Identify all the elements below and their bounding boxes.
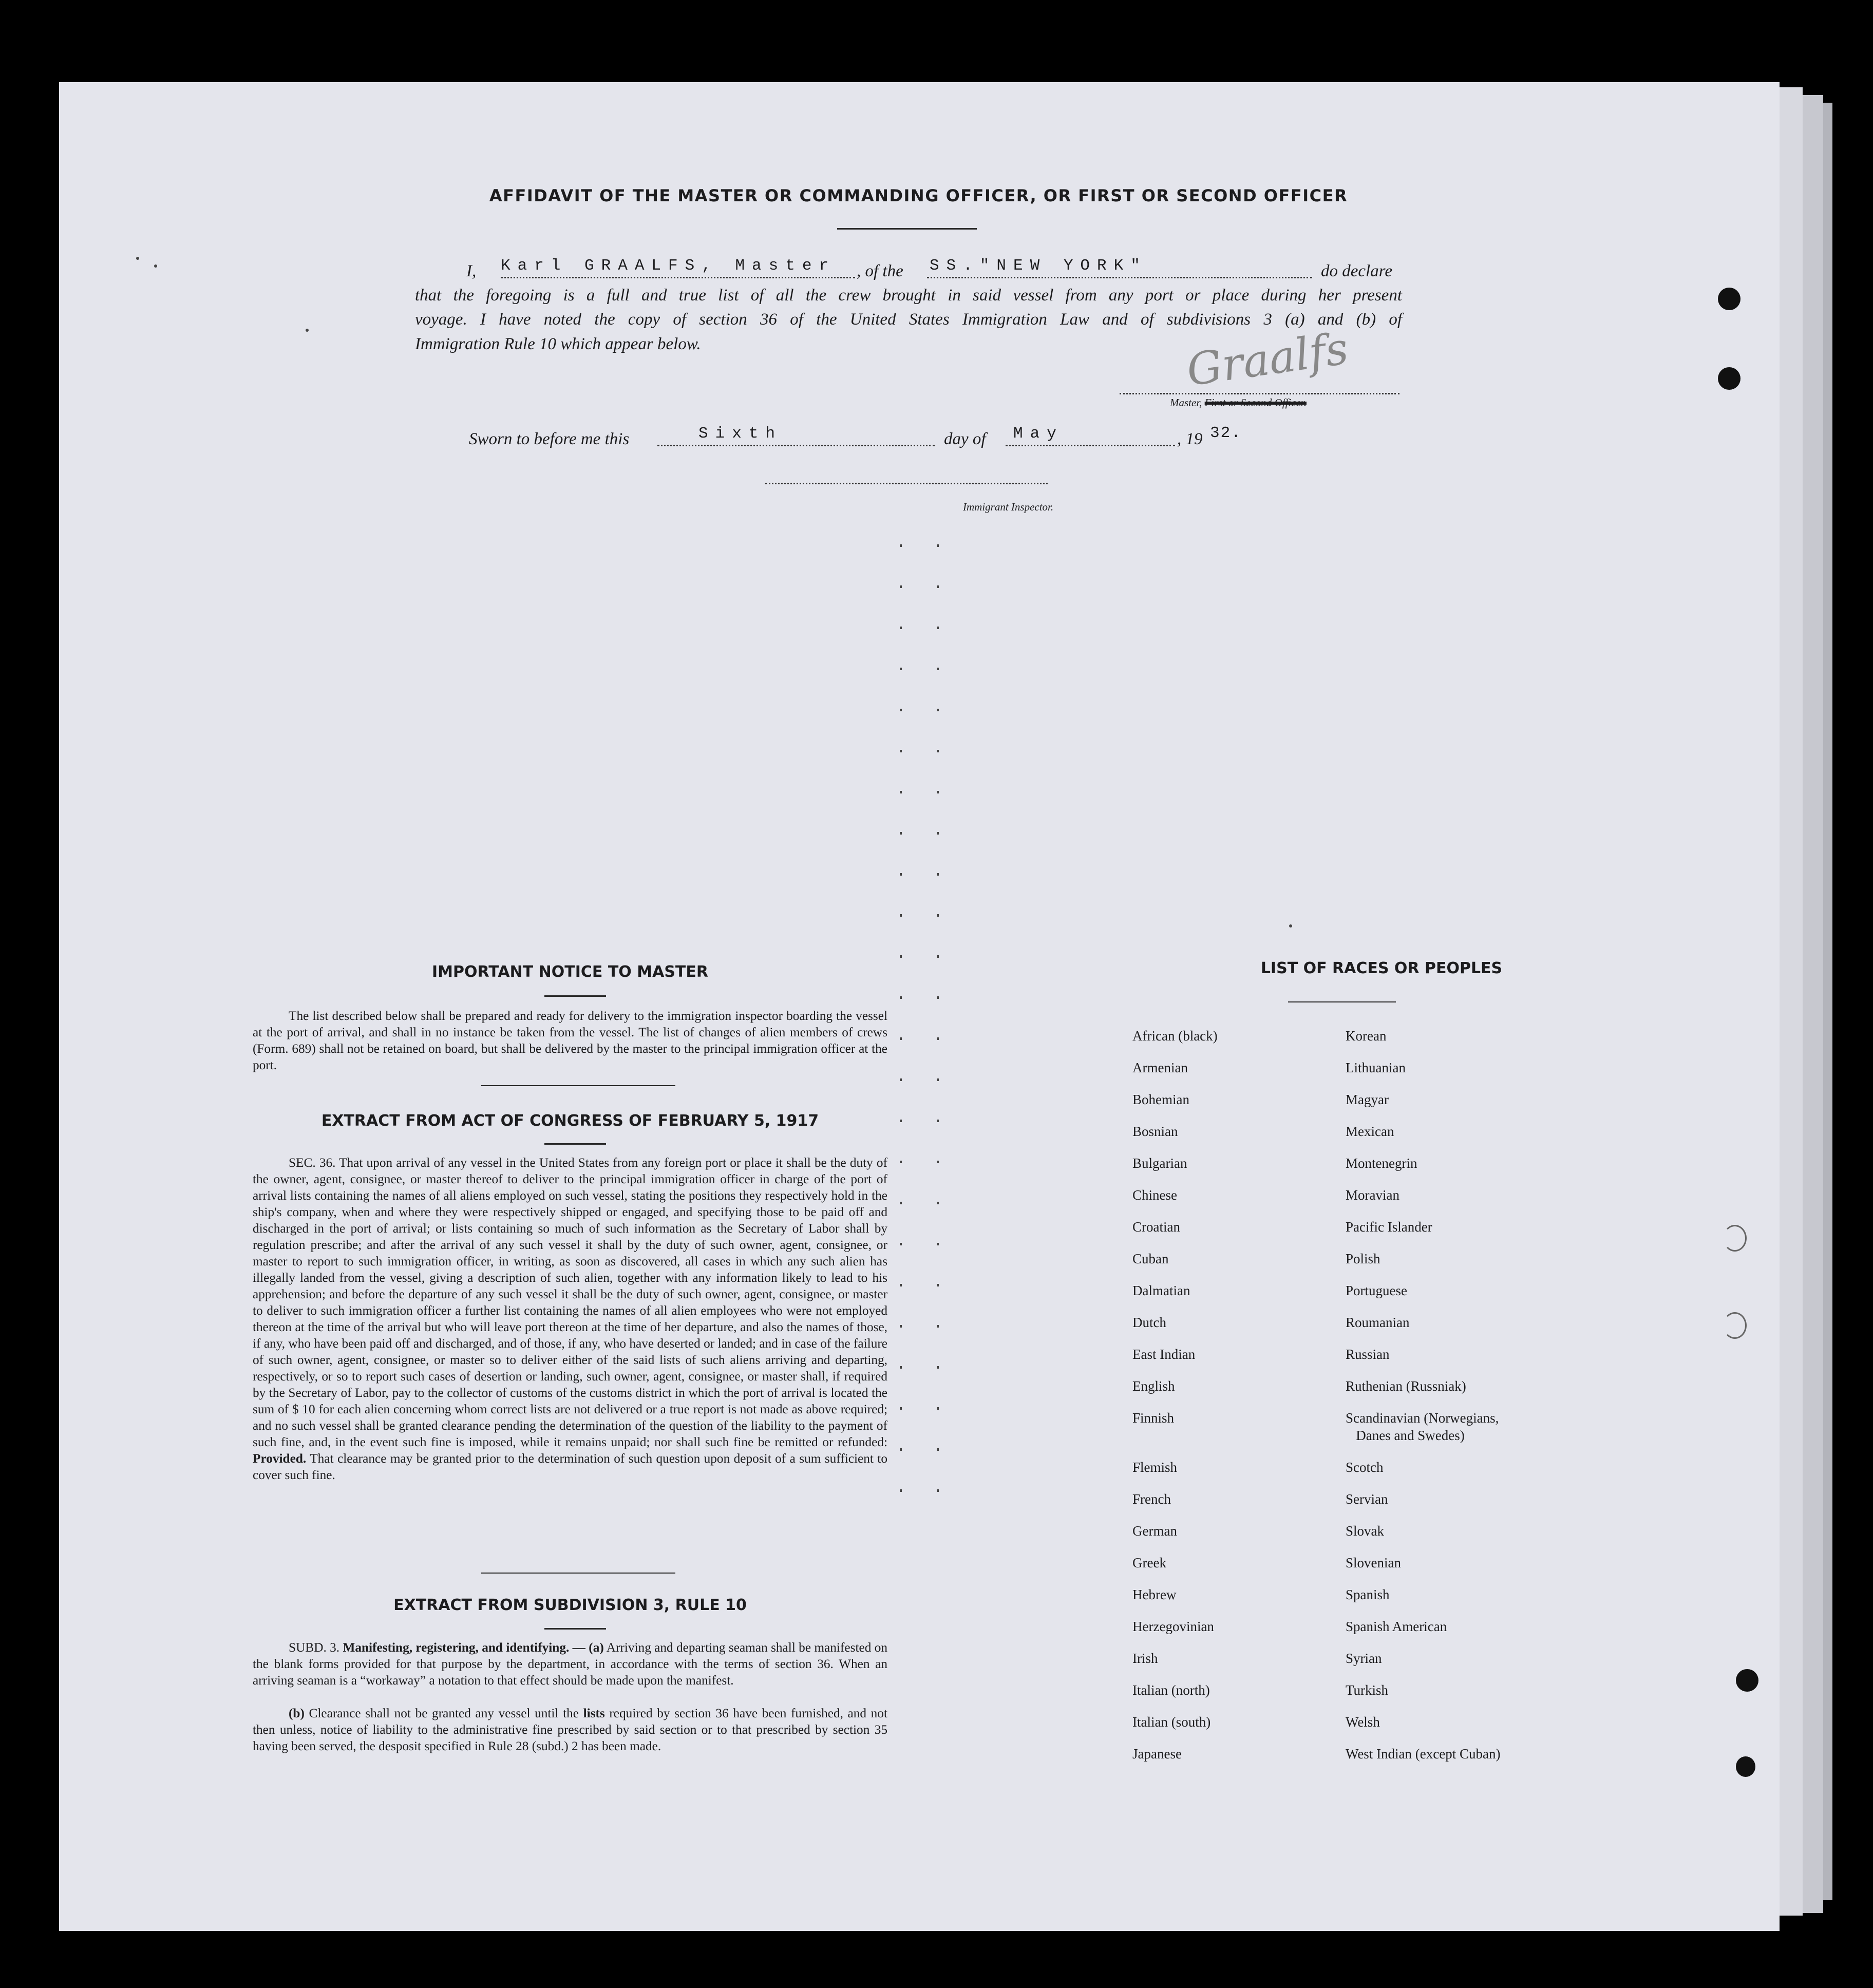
bleed-through-dots xyxy=(900,544,941,1520)
race-item: Russian xyxy=(1346,1347,1390,1362)
race-item: Roumanian xyxy=(1346,1315,1410,1330)
punch-hole xyxy=(1736,1756,1755,1777)
race-item: Italian (north) xyxy=(1132,1682,1210,1698)
subd-b-lists: lists xyxy=(583,1706,605,1720)
race-item: Spanish xyxy=(1346,1587,1390,1602)
affidavit-line-4: Immigration Rule 10 which appear below. xyxy=(415,335,701,353)
race-item: Greek xyxy=(1132,1555,1166,1570)
sworn-month-line xyxy=(1006,422,1175,446)
race-item: Dutch xyxy=(1132,1315,1166,1330)
race-item: Syrian xyxy=(1346,1651,1382,1666)
race-item: Slovak xyxy=(1346,1523,1385,1539)
act-body xyxy=(253,1154,887,1483)
master-name-line xyxy=(501,254,855,278)
master-label: Master, xyxy=(1170,396,1202,409)
race-item: Lithuanian xyxy=(1346,1060,1406,1075)
of-the-label: , of the xyxy=(857,262,903,280)
punch-hole xyxy=(1718,288,1740,310)
inspector-label: Immigrant Inspector. xyxy=(963,501,1054,513)
race-item: Cuban xyxy=(1132,1251,1169,1266)
race-item: Korean xyxy=(1346,1028,1387,1044)
punch-hole-outline xyxy=(1723,1225,1747,1252)
page-edge xyxy=(1823,103,1832,1900)
race-item: Flemish xyxy=(1132,1460,1178,1475)
race-item: Scotch xyxy=(1346,1460,1384,1475)
rule-rule xyxy=(544,1628,606,1630)
act-title: EXTRACT FROM ACT OF CONGRESS OF FEBRUARY 5, 1917 xyxy=(321,1112,819,1130)
subd-a-label: — (a) xyxy=(572,1640,604,1655)
affidavit-title: AFFIDAVIT OF THE MASTER OR COMMANDING OFFICER, OR FIRST OR SECOND OFFICER xyxy=(489,186,1348,205)
race-item: Dalmatian xyxy=(1132,1283,1190,1298)
affidavit-line-2: that the foregoing is a full and true list of all the crew brought in said vessel from any port or place during her present xyxy=(415,286,1402,305)
race-item: German xyxy=(1132,1523,1177,1539)
do-declare-label: do declare xyxy=(1321,262,1392,280)
act-body-a: SEC. 36. That upon arrival of any vessel in the United States from any foreign port or place it shall be the duty of the owner, agent, consignee, or master thereof to deliver to the principal immigration officer in charge of the port of arrival lists containing the names of all aliens employed on such vessel, stating the positions they respectively hold in the ship's company, when and where they were respectively shipped or engaged, and specifying those to be paid off and discharged in the port of arrival; or lists containing so much of such information as the Secretary of Labor shall by regulation prescribe; and after the arrival of any such vessel it shall by the duty of such owner, agent, consignee, or master to report to such immigration officer, in writing, as soon as discovered, all cases in which any such alien has illegally landed from the vessel, giving a description of such alien, together with any information likely to lead to his apprehension; and before the departure of any such vessel it shall be the duty of such owner, agent, consignee, or master to deliver to such immigration officer a further list containing the names of all alien employees who were not employed thereon at the time of the arrival but who will leave port thereon at the time of her departure, and also the names of those, if any, who have been paid off and discharged, and of those, if any, who have deserted or landed; and in case of the failure of such owner, agent, consignee, or master so to deliver either of the said lists of such aliens arriving and departing, respectively, or so to report such cases of desertion or landing, such owner, agent, consignee, or master shall, if required by the Secretary of Labor, pay to the collector of customs of the customs district in which the port of arrival is located the sum of $ 10 for each alien concerning whom correct lists are not delivered or a true report is not made as above required; and no such vessel shall be granted clearance pending the determination of the question of the liability to the payment of such fine, and, in the event such fine is imposed, while it remains unpaid; nor shall such fine be remitted or refunded: xyxy=(253,1156,887,1449)
page-edge xyxy=(1780,87,1803,1916)
affidavit-line-3: voyage. I have noted the copy of section 36 of the United States Immigration Law and of subdivisions 3 (a) and (b) of xyxy=(415,310,1402,329)
race-item: Moravian xyxy=(1346,1187,1399,1203)
race-item: Ruthenian (Russniak) xyxy=(1346,1378,1466,1394)
struck-officer-label: First or Second Officer. xyxy=(1204,396,1307,409)
affidavit-i: I, xyxy=(466,262,477,280)
race-item: Chinese xyxy=(1132,1187,1177,1203)
rule-title: EXTRACT FROM SUBDIVISION 3, RULE 10 xyxy=(393,1596,747,1614)
race-item: Bohemian xyxy=(1132,1092,1189,1107)
subd-b-label: (b) xyxy=(289,1706,305,1720)
notice-rule xyxy=(544,995,606,997)
title-rule xyxy=(837,228,977,230)
race-item: Slovenian xyxy=(1346,1555,1401,1570)
race-item: Turkish xyxy=(1346,1682,1389,1698)
race-item: Pacific Islander xyxy=(1346,1219,1432,1235)
master-name: Karl GRAALFS, Master xyxy=(501,257,836,275)
act-divider xyxy=(481,1573,675,1574)
race-item: Magyar xyxy=(1346,1092,1389,1107)
subd-heading: Manifesting, registering, and identifying. xyxy=(343,1640,570,1655)
notice-divider xyxy=(481,1085,675,1086)
race-item: Portuguese xyxy=(1346,1283,1407,1298)
punch-hole-outline xyxy=(1723,1312,1747,1339)
vessel-line xyxy=(927,254,1312,278)
race-item: Spanish American xyxy=(1346,1619,1447,1634)
races-title: LIST OF RACES OR PEOPLES xyxy=(1260,959,1503,977)
race-item: Finnish xyxy=(1132,1410,1175,1426)
race-item: Japanese xyxy=(1132,1746,1182,1762)
rule-subd-b xyxy=(253,1705,887,1754)
race-item: Scandinavian (Norwegians, Danes and Swedes) xyxy=(1346,1410,1499,1443)
races-list xyxy=(1132,1027,1574,1763)
punch-hole xyxy=(1718,367,1740,390)
race-item: Bosnian xyxy=(1132,1124,1178,1139)
speck xyxy=(1289,924,1292,927)
subd-b-text-1: Clearance shall not be granted any vessel until the xyxy=(309,1706,579,1720)
signature-label xyxy=(1170,396,1307,409)
sworn-day: Sixth xyxy=(698,425,783,443)
sworn-day-line xyxy=(657,422,935,446)
race-item: West Indian (except Cuban) xyxy=(1346,1746,1501,1762)
race-item: English xyxy=(1132,1378,1175,1394)
subd-label: SUBD. 3. xyxy=(289,1640,340,1655)
speck xyxy=(136,257,139,260)
race-item: Italian (south) xyxy=(1132,1714,1211,1730)
race-item: Montenegrin xyxy=(1346,1156,1417,1171)
year-prefix: , 19 xyxy=(1177,430,1203,448)
subd-a-text: Arriving and departing seaman shall be manifested on the blank forms provided for that purpose by the department, in accordance with the terms of section 36. When an arriving seaman is a “workaway” a notation to that effect should be made upon the manifest. xyxy=(253,1640,887,1688)
race-item: Mexican xyxy=(1346,1124,1394,1139)
notice-title: IMPORTANT NOTICE TO MASTER xyxy=(432,963,708,981)
page-edge xyxy=(1803,95,1823,1913)
year-suffix: 32. xyxy=(1210,424,1242,442)
race-item: Irish xyxy=(1132,1651,1158,1666)
race-item: African (black) xyxy=(1132,1028,1218,1044)
notice-body: The list described below shall be prepared and ready for delivery to the immigration inspector boarding the vessel at the port of arrival, and shall in no instance be taken from the vessel. The list of changes of alien members of crews (Form. 689) shall not be retained on board, but shall be delivered by the master to the principal immigration officer at the port. xyxy=(253,1009,887,1072)
race-item: Croatian xyxy=(1132,1219,1180,1235)
speck xyxy=(306,329,309,332)
vessel-name: SS."NEW YORK" xyxy=(930,257,1147,275)
provided-word: Provided. xyxy=(253,1451,307,1466)
race-item: East Indian xyxy=(1132,1347,1196,1362)
race-item: Welsh xyxy=(1346,1714,1380,1730)
act-body-b: That clearance may be granted prior to the determination of such question upon deposit of a sum sufficient to cover such fine. xyxy=(253,1451,887,1482)
races-rule xyxy=(1288,1001,1396,1002)
race-item: Herzegovinian xyxy=(1132,1619,1214,1634)
signature-line xyxy=(1120,393,1399,394)
race-item: French xyxy=(1132,1491,1171,1507)
punch-hole xyxy=(1736,1669,1758,1692)
race-item: Bulgarian xyxy=(1132,1156,1187,1171)
act-rule xyxy=(544,1143,606,1145)
speck xyxy=(154,264,157,268)
race-item: Armenian xyxy=(1132,1060,1188,1075)
race-item: Polish xyxy=(1346,1251,1380,1266)
inspector-line xyxy=(765,483,1048,484)
day-of-label: day of xyxy=(944,430,986,448)
master-signature: Graalfs xyxy=(1183,323,1352,396)
subd-b-text-2: required by section 36 have been furnished, and not then unless, notice of liability to the administrative fine prescribed by said section or to that prescribed by section 35 having been served, the desposit specified in Rule 28 (subd.) 2 has been made. xyxy=(253,1706,887,1753)
race-item: Hebrew xyxy=(1132,1587,1177,1602)
sworn-prefix: Sworn to before me this xyxy=(469,430,630,448)
sworn-month: May xyxy=(1013,425,1064,443)
rule-subd-a xyxy=(253,1639,887,1689)
race-item: Servian xyxy=(1346,1491,1388,1507)
